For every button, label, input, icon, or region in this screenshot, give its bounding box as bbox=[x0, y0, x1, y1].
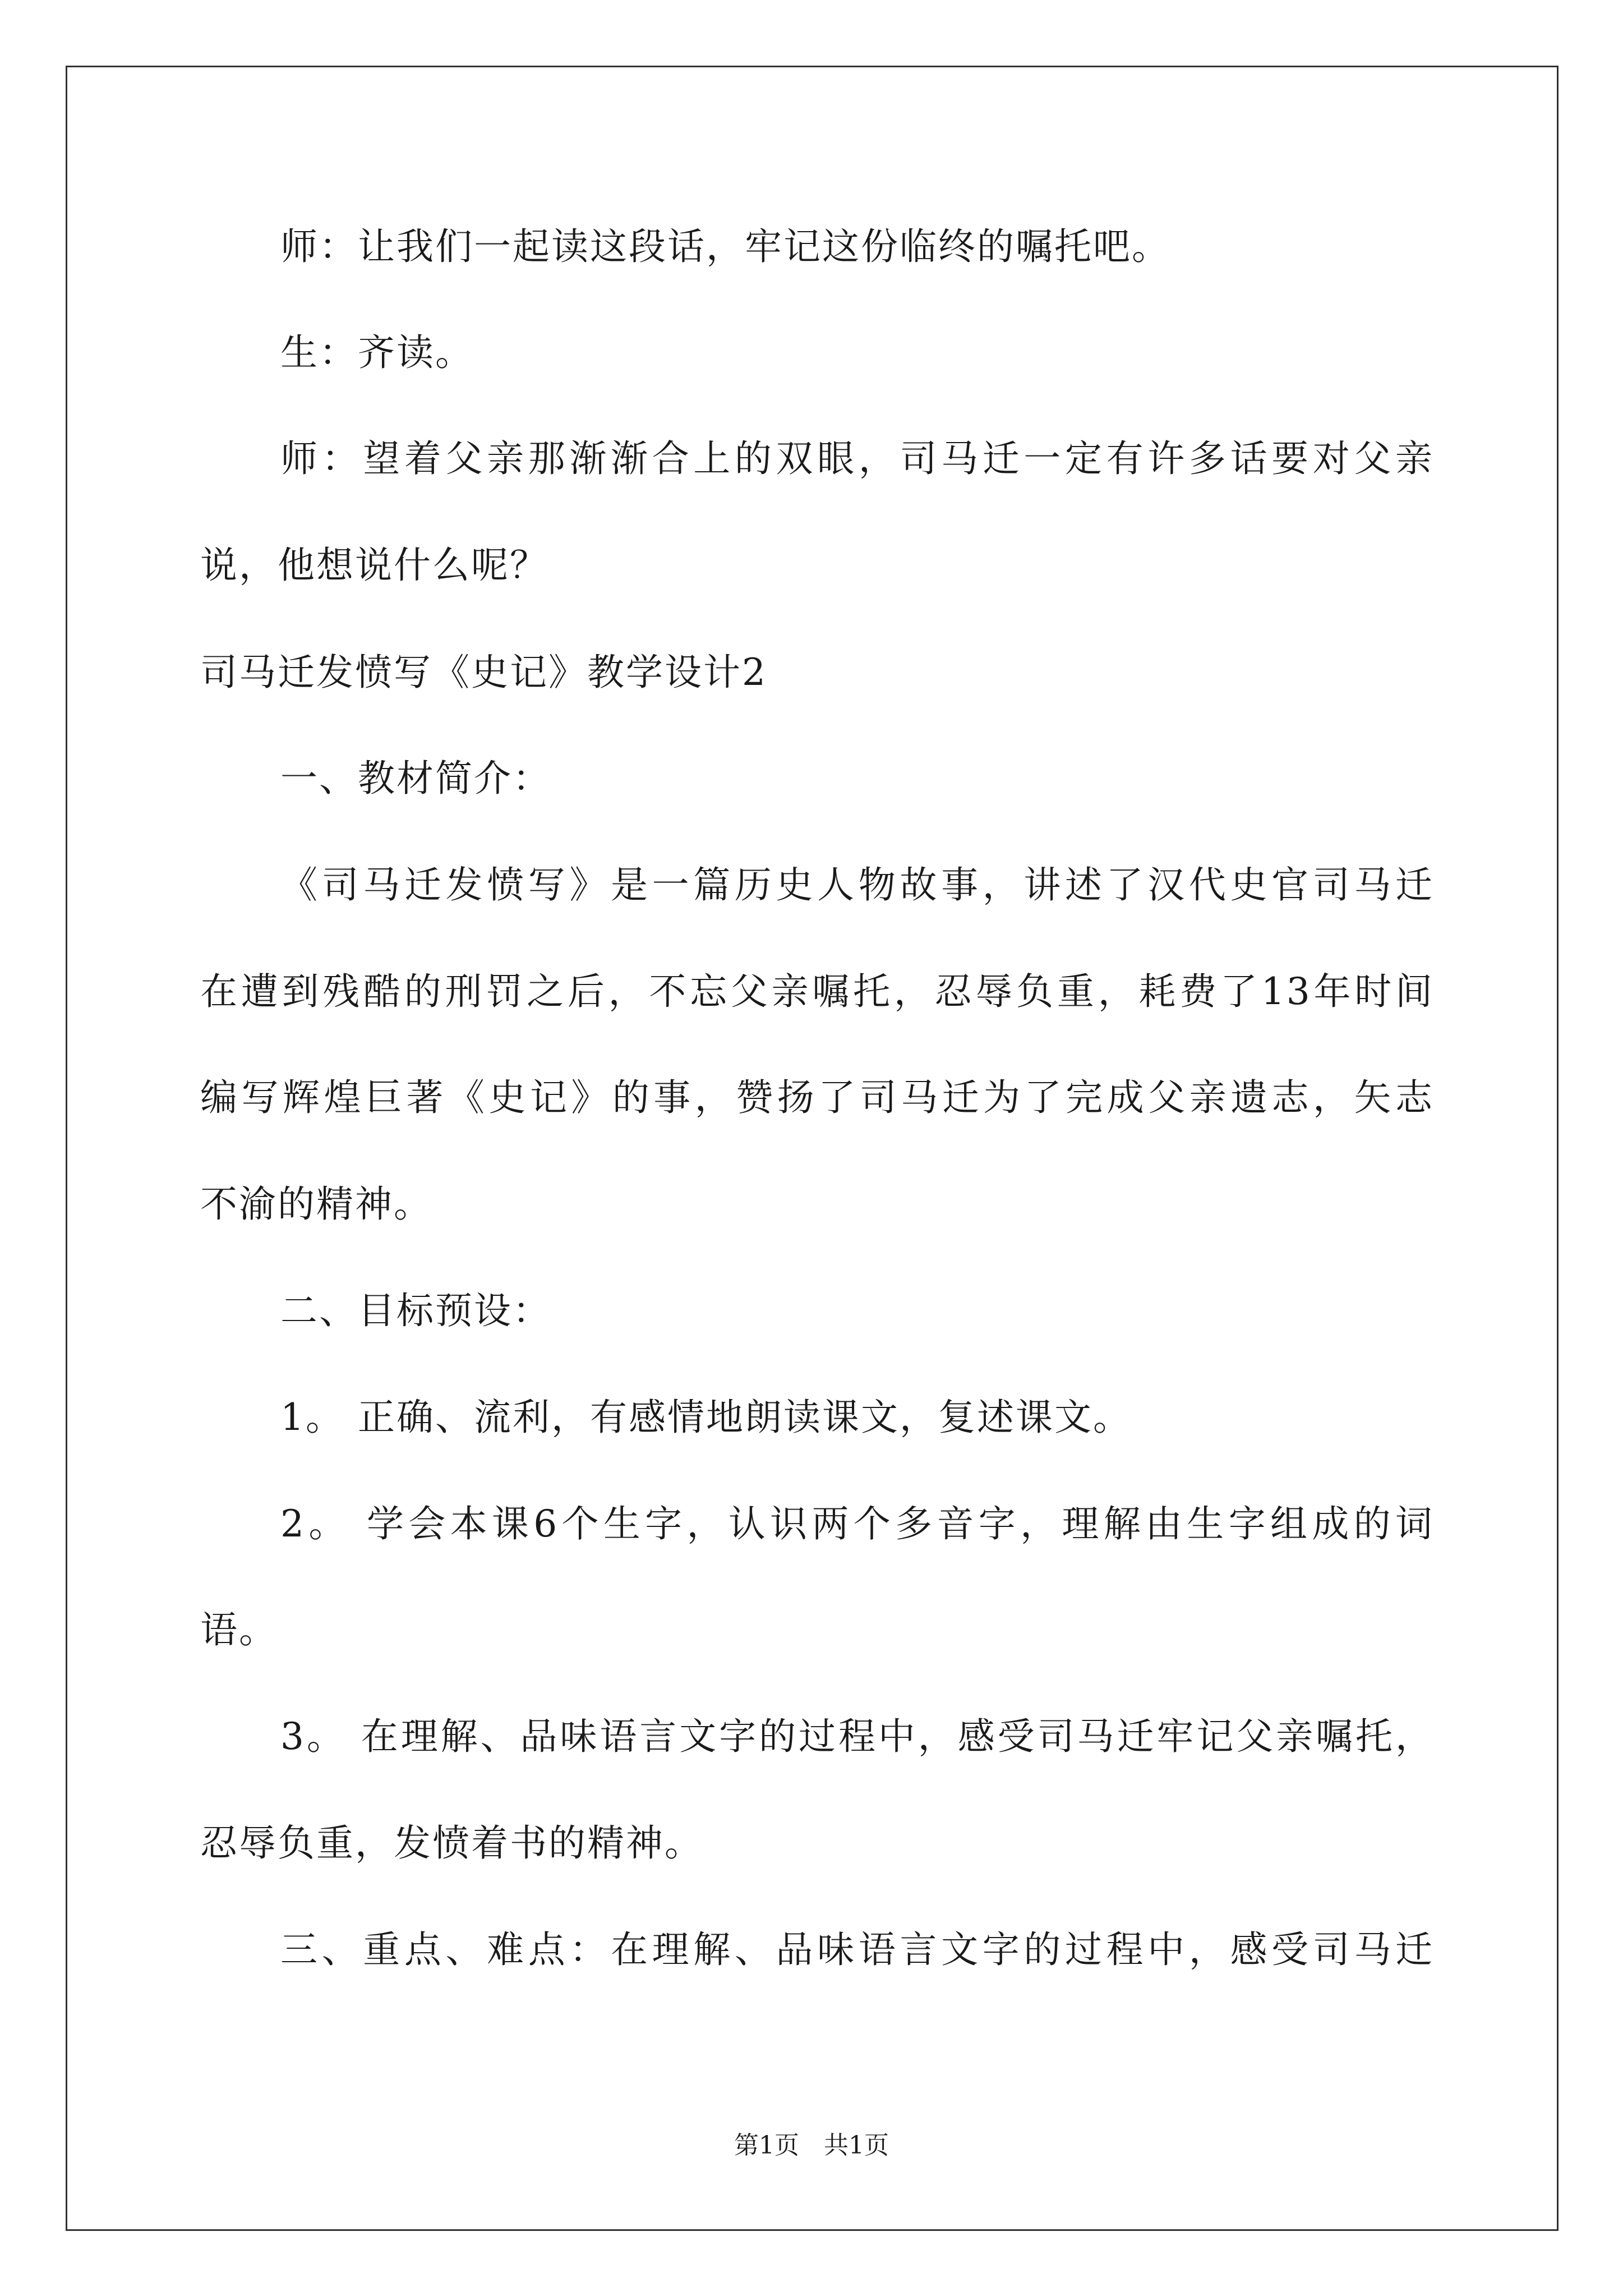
heading-line: 二、目标预设： bbox=[280, 1289, 551, 1332]
page-border bbox=[66, 66, 1559, 2231]
list-item: 3。 在理解、品味语言文字的过程中，感受司马迁牢记父亲嘱托， bbox=[280, 1715, 1434, 1758]
paragraph-line: 师：望着父亲那渐渐合上的双眼，司马迁一定有许多话要对父亲 bbox=[280, 437, 1434, 480]
paragraph-line: 生：齐读。 bbox=[280, 331, 474, 374]
heading-line: 一、教材简介： bbox=[280, 757, 551, 800]
paragraph-line: 《司马迁发愤写》是一篇历史人物故事，讲述了汉代史官司马迁 bbox=[280, 863, 1434, 907]
section-title: 司马迁发愤写《史记》教学设计2 bbox=[200, 651, 767, 694]
list-item: 2。 学会本课6个生字，认识两个多音字，理解由生字组成的词 bbox=[280, 1502, 1434, 1545]
paragraph-line: 不渝的精神。 bbox=[200, 1182, 432, 1226]
paragraph-line: 说，他想说什么呢？ bbox=[200, 544, 548, 587]
paragraph-line: 编写辉煌巨著《史记》的事，赞扬了司马迁为了完成父亲遗志，矢志 bbox=[200, 1076, 1434, 1119]
paragraph-line: 师：让我们一起读这段话，牢记这份临终的嘱托吧。 bbox=[280, 225, 1170, 268]
heading-line: 三、重点、难点：在理解、品味语言文字的过程中，感受司马迁 bbox=[280, 1928, 1434, 1971]
page-footer: 第1页 共1页 bbox=[734, 2131, 889, 2160]
list-item: 1。 正确、流利，有感情地朗读课文，复述课文。 bbox=[280, 1396, 1132, 1439]
paragraph-line: 在遭到残酷的刑罚之后，不忘父亲嘱托，忍辱负重，耗费了13年时间 bbox=[200, 970, 1434, 1013]
paragraph-line: 语。 bbox=[200, 1608, 278, 1651]
paragraph-line: 忍辱负重，发愤着书的精神。 bbox=[200, 1821, 703, 1865]
